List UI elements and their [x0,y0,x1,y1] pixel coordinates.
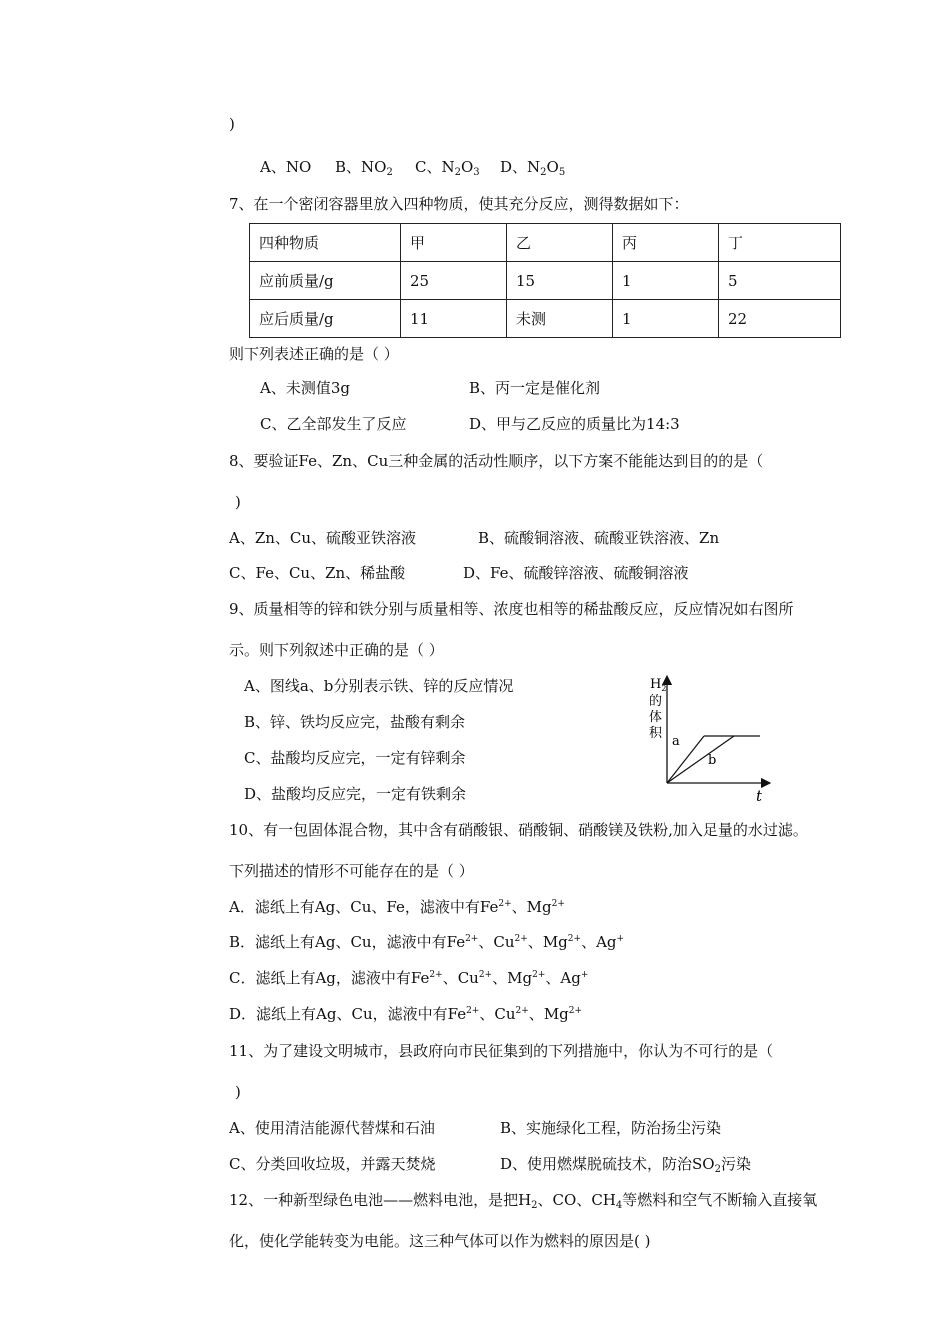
table-cell: 未测 [507,300,613,338]
table-header-cell: 丙 [613,224,719,262]
table-cell: 1 [613,300,719,338]
q10-option-a: A．滤纸上有Ag、Cu、Fe，滤液中有$Fe^{2+}$、$Mg^{2+}$ [229,898,565,916]
q7-question: 则下列表述正确的是（ ） [229,345,399,363]
q9-reaction-figure [640,670,790,810]
q6-option-b: B、$NO_2$ [335,158,393,178]
q7-stem: 7、在一个密闭容器里放入四种物质，使其充分反应，测得数据如下： [229,195,689,213]
q8-option-d: D、Fe、硫酸锌溶液、硫酸铜溶液 [463,564,689,582]
q9-option-c: C、盐酸均反应完，一定有锌剩余 [244,749,466,767]
table-cell: 5 [719,262,841,300]
table-cell: 应后质量/g [250,300,401,338]
table-header-row [250,224,841,262]
table-cell: 22 [719,300,841,338]
q9-option-b: B、锌、铁均反应完，盐酸有剩余 [244,713,466,731]
q7-option-b: B、丙一定是催化剂 [469,379,601,397]
q11-option-d: D、使用燃煤脱硫技术，防治$SO_2$污染 [500,1155,751,1175]
y-axis-label-char: 的 [649,694,663,709]
table-row [250,300,841,338]
q7-option-a: A、未测值3g [260,379,350,397]
q10-option-b: B．滤纸上有Ag、Cu，滤液中有$Fe^{2+}$、$Cu^{2+}$、$Mg^{2+}$、Ag+ [229,933,625,951]
y-axis-label-char: 积 [649,726,663,741]
table-cell: 25 [401,262,507,300]
q12-stem-line1: 12、一种新型绿色电池——燃料电池，是把$H_2$、CO、$CH_4$等燃料和空气不断输入直接氧 [229,1191,818,1211]
table-header-cell: 乙 [507,224,613,262]
q9-option-a: A、图线a、b分别表示铁、锌的反应情况 [244,677,514,695]
q11-paren-close: ) [235,1083,241,1101]
q11-option-b: B、实施绿化工程，防治扬尘污染 [500,1119,722,1137]
q8-option-c: C、Fe、Cu、Zn、稀盐酸 [229,564,406,582]
table-header-cell: 丁 [719,224,841,262]
q9-stem-line2: 示。则下列叙述中正确的是（ ） [229,641,444,659]
q8-option-b: B、硫酸铜溶液、硫酸亚铁溶液、Zn [478,529,720,547]
q11-stem: 11、为了建设文明城市，县政府向市民征集到的下列措施中，你认为不可行的是（ [229,1042,774,1060]
q6-option-c: C、$N_2O_3$ [415,158,480,178]
q7-data-table [249,223,841,338]
line-a-label: a [672,734,680,749]
table-cell: 15 [507,262,613,300]
q8-option-a: A、Zn、Cu、硫酸亚铁溶液 [229,529,417,547]
q11-option-c: C、分类回收垃圾，并露天焚烧 [229,1155,436,1173]
q6-option-a: A、NO [260,158,312,176]
y-axis-label-h: $H_2$ [650,677,667,693]
q8-stem: 8、要验证Fe、Zn、Cu三种金属的活动性顺序，以下方案不能能达到目的的是（ [229,452,764,470]
table-header-cell: 四种物质 [250,224,401,262]
table-header-cell: 甲 [401,224,507,262]
q8-paren-close: ) [235,493,241,511]
q9-option-d: D、盐酸均反应完，一定有铁剩余 [244,785,467,803]
table-cell: 1 [613,262,719,300]
q10-stem-line1: 10、有一包固体混合物，其中含有硝酸银、硝酸铜、硝酸镁及铁粉,加入足量的水过滤。 [229,821,808,839]
q10-stem-line2: 下列描述的情形不可能存在的是（ ） [229,862,474,880]
x-axis-label: t [756,787,763,805]
q10-option-d: D．滤纸上有Ag、Cu，滤液中有$Fe^{2+}$、$Cu^{2+}$、$Mg^{2+}$ [229,1005,583,1023]
q7-option-c: C、乙全部发生了反应 [260,415,407,433]
q11-option-a: A、使用清洁能源代替煤和石油 [229,1119,435,1137]
q10-option-c: C．滤纸上有Ag，滤液中有$Fe^{2+}$、$Cu^{2+}$、$Mg^{2+}$、Ag+ [229,969,589,987]
q12-stem-line2: 化，使化学能转变为电能。这三种气体可以作为燃料的原因是( ) [229,1232,651,1250]
q6-option-d: D、$N_2O_5$ [500,158,566,178]
q9-stem-line1: 9、质量相等的锌和铁分别与质量相等、浓度也相等的稀盐酸反应，反应情况如右图所 [229,600,794,618]
line-b-label: b [708,753,717,768]
y-axis-label-char: 体 [649,710,663,725]
q6-paren-close: ) [229,115,235,133]
q7-option-d: D、甲与乙反应的质量比为14:3 [469,415,680,433]
table-cell: 应前质量/g [250,262,401,300]
table-row [250,262,841,300]
table-cell: 11 [401,300,507,338]
